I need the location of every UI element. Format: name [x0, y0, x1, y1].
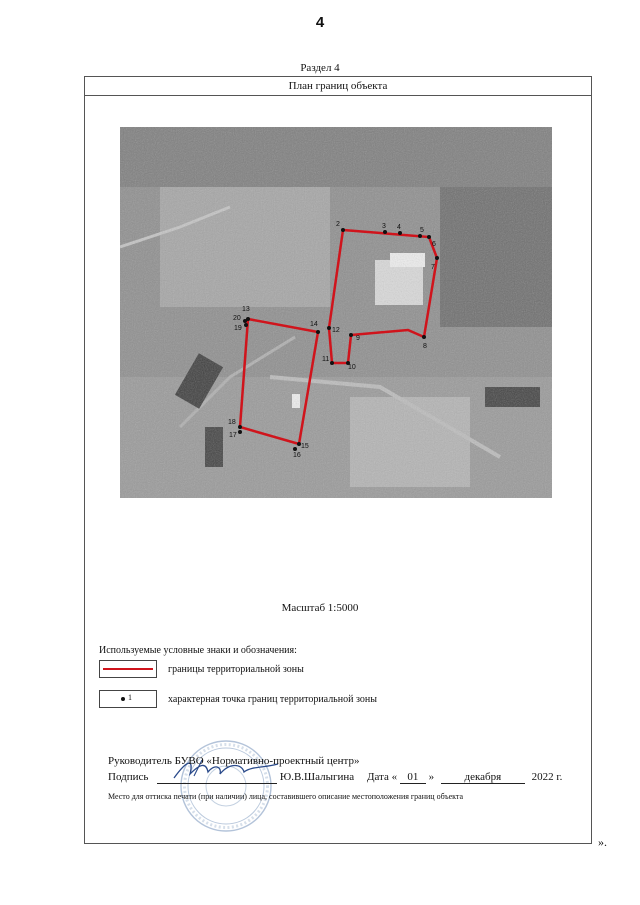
svg-text:11: 11	[322, 356, 330, 363]
svg-text:8: 8	[423, 343, 427, 350]
legend-line-label: границы территориальной зоны	[168, 664, 304, 675]
stamp-place-note: Место для оттиска печати (при наличии) лица, составившего описание местоположения границ объекта	[108, 792, 464, 801]
legend-point-symbol	[99, 690, 157, 708]
sign-label: Подпись	[108, 771, 149, 783]
svg-text:9: 9	[356, 335, 360, 342]
svg-text:12: 12	[332, 327, 340, 334]
point-dot-icon	[121, 697, 125, 701]
svg-text:19: 19	[234, 325, 242, 332]
svg-text:14: 14	[310, 321, 318, 328]
svg-text:15: 15	[301, 443, 309, 450]
date-day: 01	[400, 771, 426, 784]
frame-title: План границ объекта	[85, 77, 591, 96]
legend-line-symbol	[99, 660, 157, 678]
signature-blank	[157, 771, 277, 784]
svg-text:13: 13	[242, 306, 250, 313]
red-boundary-line-icon	[103, 668, 153, 670]
svg-text:7: 7	[431, 264, 435, 271]
svg-text:6: 6	[432, 241, 436, 248]
svg-text:10: 10	[348, 364, 356, 371]
svg-text:16: 16	[293, 452, 301, 459]
date-month: декабря	[441, 771, 525, 784]
svg-text:4: 4	[397, 224, 401, 231]
legend-title: Используемые условные знаки и обозначения:	[99, 645, 297, 656]
svg-text:2: 2	[336, 221, 340, 228]
date-year: 2022 г.	[531, 771, 563, 783]
map-scale: Масштаб 1:5000	[281, 602, 359, 614]
legend-point-number: 1	[128, 693, 132, 702]
aerial-map	[120, 127, 552, 498]
signature-line	[108, 771, 562, 784]
date-quote-close: »	[428, 771, 435, 783]
signatory-name: Ю.В.Шалыгина	[279, 771, 355, 783]
svg-text:20: 20	[233, 315, 241, 322]
svg-text:5: 5	[420, 227, 424, 234]
date-label: Дата «	[366, 771, 398, 783]
svg-text:17: 17	[229, 432, 237, 439]
svg-text:3: 3	[382, 223, 386, 230]
legend-point-label: характерная точка границ территориальной зоны	[168, 694, 377, 705]
page-number: 4	[315, 14, 325, 31]
closing-quote: ».	[598, 835, 607, 849]
seal-stamp-icon	[178, 738, 274, 834]
svg-text:18: 18	[228, 419, 236, 426]
section-label: Раздел 4	[300, 62, 340, 74]
signatory-title: Руководитель БУВО «Нормативно-проектный центр»	[108, 755, 360, 767]
